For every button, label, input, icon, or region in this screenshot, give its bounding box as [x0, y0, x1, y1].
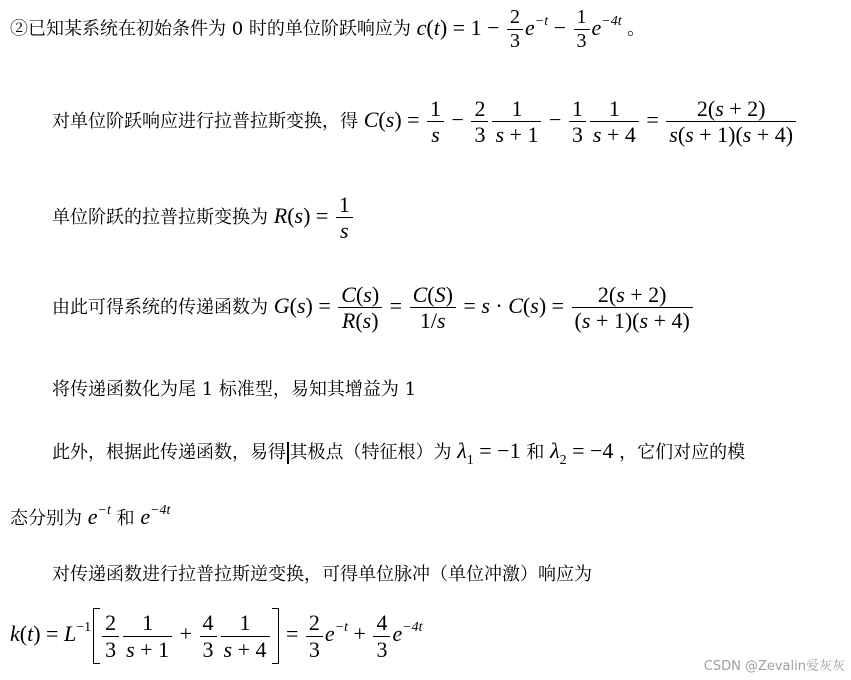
watermark: CSDN @Zevalin爱灰灰	[703, 659, 845, 674]
line-2-text: 对单位阶跃响应进行拉普拉斯变换，得	[52, 110, 358, 132]
line-1-text: ②已知某系统在初始条件为 0 时的单位阶跃响应为	[10, 18, 411, 40]
line-6-text-b: 其极点（特征根）为	[289, 442, 452, 463]
transfer-function-equation: G(s) = $\frac{C(s)}{R(s)}$ = $\frac{C(S)}{1/s}$ = s · C(s) = $\frac{2(s + 2)}{(s + 1)(s + 4)}$	[274, 293, 695, 318]
text-cursor	[287, 442, 289, 464]
line-5	[52, 381, 416, 399]
pole-2-equation: $\lambda_2 = -4$	[550, 438, 614, 468]
line-6	[52, 438, 746, 468]
line-6-text-a: 此外，根据此传递函数，易得	[52, 442, 286, 463]
mode-2: $e^{-4t}$	[140, 503, 171, 529]
line-1: ②已知某系统在初始条件为 0 时的单位阶跃响应为 c(t) = 1 − $\frac{2}{3}$ $e^{-t}$ − $\frac{1}{3}$ $e^{-4t}$ 。	[10, 6, 646, 52]
laplace-step-response-equation: C(s) = $\frac{1}{s}$ − $\frac{2}{3}$ $\frac{1}{s + 1}$ − $\frac{1}{3}$ $\frac{1}{s + 4}$ = $\frac{2(s + 2)}{s(s + 1)(s + 4)}$	[364, 107, 798, 132]
line-7-text-a: 态分别为	[10, 508, 82, 529]
line-2	[52, 96, 798, 148]
line-7	[10, 503, 171, 529]
line-6-text-c: 和	[526, 442, 545, 463]
pole-1-equation: $\lambda_1 = -1$	[457, 438, 521, 468]
line-4	[52, 282, 695, 334]
mode-1: $e^{-t}$	[87, 503, 111, 529]
unit-step-laplace-equation: R(s) = $\frac{1}{s}$	[274, 203, 355, 228]
line-5-text: 将传递函数化为尾 1 标准型，易知其增益为 1	[52, 379, 417, 400]
step-response-equation: c(t) = 1 − $\frac{2}{3}$ $e^{-t}$ − $\frac{1}{3}$ $e^{-4t}$	[416, 6, 622, 52]
line-8-text: 对传递函数进行拉普拉斯逆变换，可得单位脉冲（单位冲激）响应为	[52, 564, 592, 585]
line-4-text: 由此可得系统的传递函数为	[52, 296, 268, 318]
line-3-text: 单位阶跃的拉普拉斯变换为	[52, 206, 268, 228]
impulse-response-equation: $k(t) = L^{-1}$ $\frac{2}{3}$ $\frac{1}{s + 1}$ + $\frac{4}{3}$ $\frac{1}{s + 4}$ = $\frac{2}{3}$ $e^{-t}$ + $\frac{4}{3}$ $e^{-4t}$	[10, 608, 423, 664]
line-7-text-b: 和	[116, 508, 135, 529]
line-3	[52, 192, 355, 244]
line-6-text-d: ，它们对应的模	[619, 442, 746, 463]
line-8	[52, 566, 592, 584]
